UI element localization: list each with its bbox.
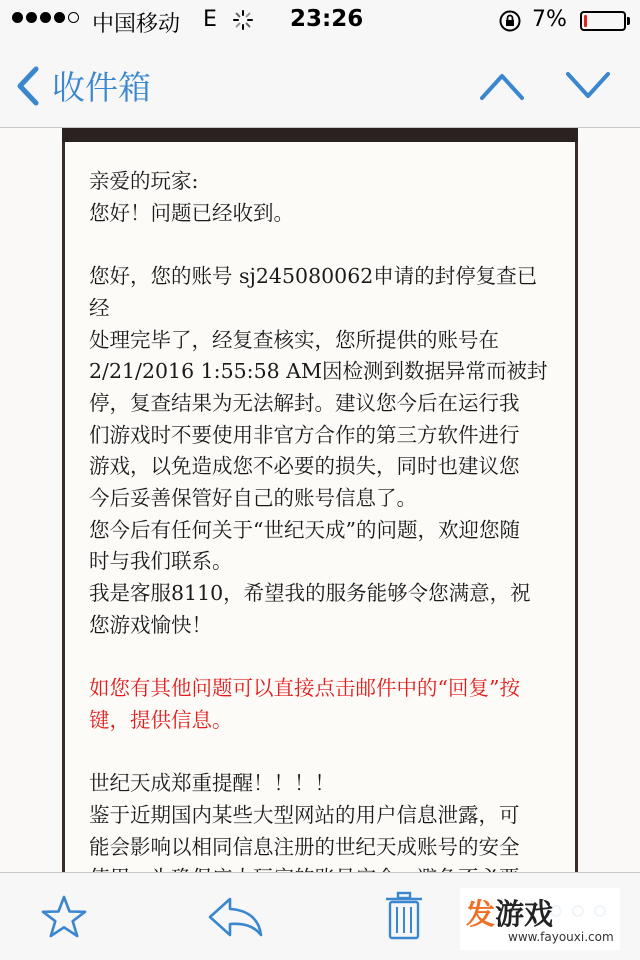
email-line: 能会影响以相同信息注册的世纪天成账号的安全 [89,834,520,859]
back-label: 收件箱 [52,68,151,107]
signal-strength-icon [12,12,79,23]
email-body-text [89,166,555,895]
email-line: 2/21/2016 1:55:58 AM因检测到数据异常而被封 [89,359,548,384]
chevron-down-icon [566,66,610,106]
blank-line [89,642,555,674]
back-to-inbox-button[interactable] [14,62,151,109]
bottom-toolbar [0,872,640,960]
network-type: E [203,7,217,32]
email-line: 们游戏时不要使用非官方合作的第三方软件进行 [89,422,520,447]
email-line: 我是客服8110，希望我的服务能够令您满意，祝 [89,581,531,606]
message-body-area[interactable] [0,128,640,872]
clock: 23:26 [290,6,364,32]
email-card [62,142,578,882]
email-line: 鉴于近期国内某些大型网站的用户信息泄露，可 [89,803,520,828]
reply-button[interactable] [206,893,264,945]
email-line: 您游戏愉快！ [89,612,212,637]
flag-button[interactable] [40,893,88,945]
rotation-lock-icon [498,9,522,39]
email-line: 您好，您的账号 sj245080062申请的封停复查已经 [89,264,538,320]
email-line: 处理完毕了，经复查核实，您所提供的账号在 [89,327,499,352]
battery-icon [580,11,626,31]
carrier-name: 中国移动 [92,12,181,37]
activity-spinner-icon [232,9,254,37]
chevron-up-icon [480,66,524,106]
status-bar [0,0,640,44]
email-line: 如您有其他问题可以直接点击邮件中的“回复”按 [89,676,520,701]
email-line: 世纪天成郑重提醒！！！！ [89,771,335,796]
delete-button[interactable] [384,891,424,945]
email-line: 游戏，以免造成您不必要的损失，同时也建议您 [89,454,520,479]
next-message-button[interactable] [566,66,610,106]
email-line: 您今后有任何关于“世纪天成”的问题，欢迎您随 [89,517,520,542]
blank-line [89,737,555,769]
previous-message-button[interactable] [480,66,524,106]
watermark-url: www.fayouxi.com [508,930,614,944]
email-line: 停，复查结果为无法解封。建议您今后在运行我 [89,390,520,415]
email-line: 亲爱的玩家: [89,169,199,193]
email-line: 今后妥善保管好自己的账号信息了。 [89,486,417,511]
navigation-bar [0,44,640,128]
star-icon [40,893,88,941]
reply-icon [206,893,264,941]
battery-percent: 7% [532,7,567,32]
email-line: 键，提供信息。 [89,707,233,732]
email-line: 时与我们联系。 [89,549,233,574]
chevron-left-icon [14,65,42,107]
watermark-brand: 发游戏 [466,897,554,931]
blank-line [89,229,555,261]
trash-icon [384,891,424,941]
email-line: 您好！问题已经收到。 [89,200,294,225]
site-watermark [460,888,620,950]
